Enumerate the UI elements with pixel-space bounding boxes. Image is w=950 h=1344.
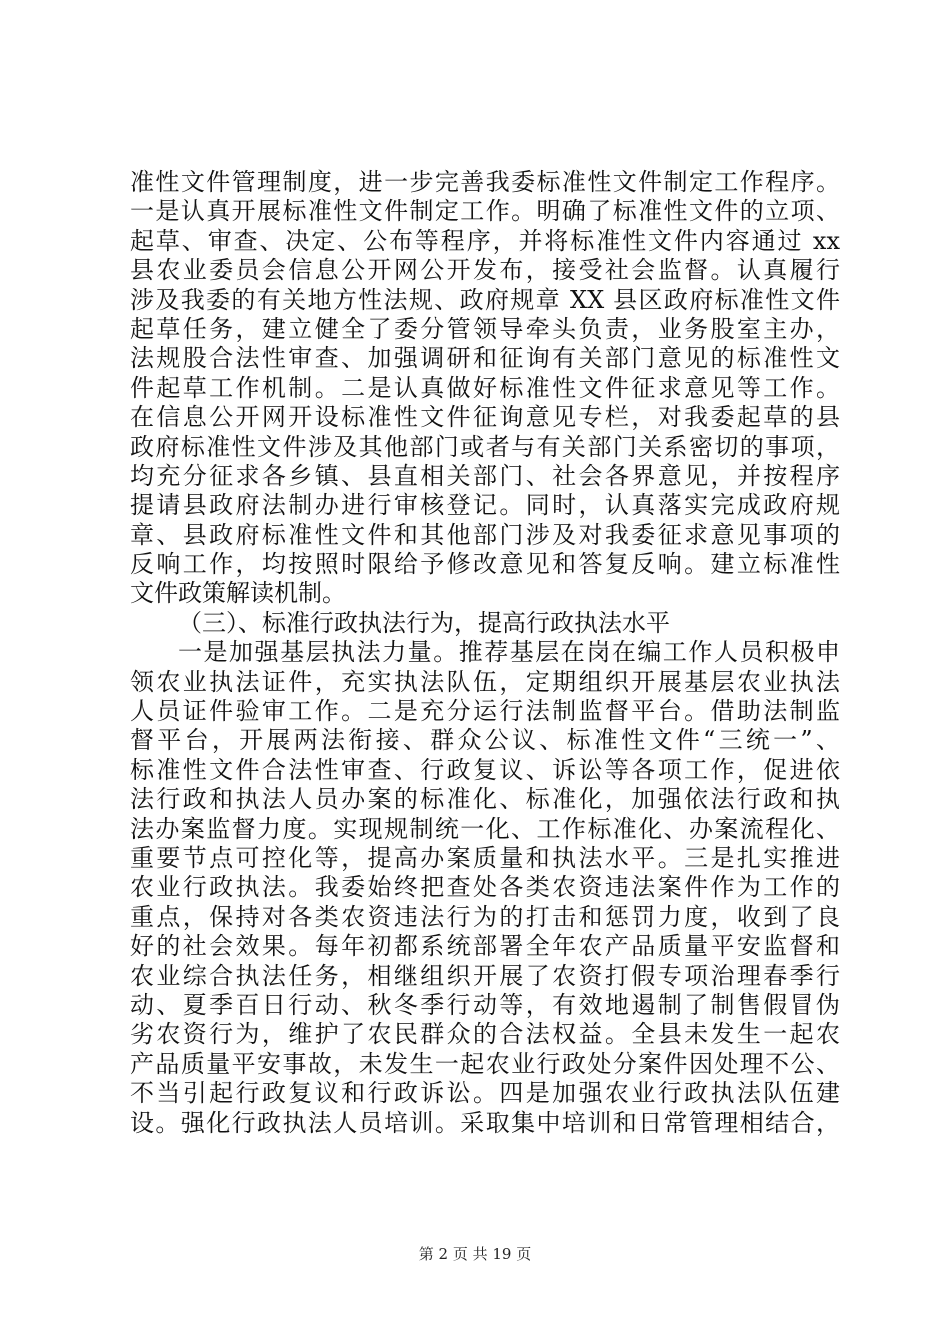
body-line: 重要节点可控化等，提高办案质量和执法水平。三是扎实推进	[130, 843, 840, 872]
page-number-footer: 第 2 页 共 19 页	[418, 1245, 532, 1263]
body-line: 起草、审查、决定、公布等程序，并将标准性文件内容通过 xx	[130, 226, 840, 255]
body-line: 动、夏季百日行动、秋冬季行动等，有效地遏制了制售假冒伪	[130, 990, 840, 1019]
body-line: 涉及我委的有关地方性法规、政府规章 XX 县区政府标准性文件	[130, 285, 840, 314]
body-line: 政府标准性文件涉及其他部门或者与有关部门关系密切的事项，	[130, 432, 840, 461]
body-line: 设。强化行政执法人员培训。采取集中培训和日常管理相结合，	[130, 1108, 840, 1137]
body-line: 法行政和执法人员办案的标准化、标准化，加强依法行政和执	[130, 785, 840, 814]
body-line: 起草任务，建立健全了委分管领导牵头负责，业务股室主办，	[130, 314, 840, 343]
body-line: 产品质量平安事故，未发生一起农业行政处分案件因处理不公、	[130, 1049, 840, 1078]
section-heading: （三）、标准行政执法行为，提高行政执法水平	[178, 608, 670, 637]
body-line: 章、县政府标准性文件和其他部门涉及对我委征求意见事项的	[130, 520, 840, 549]
body-line: 好的社会效果。每年初都系统部署全年农产品质量平安监督和	[130, 932, 840, 961]
body-line: 标准性文件合法性审查、行政复议、诉讼等各项工作，促进依	[130, 755, 840, 784]
body-line: 农业综合执法任务，相继组织开展了农资打假专项治理春季行	[130, 961, 840, 990]
body-line: 劣农资行为，维护了农民群众的合法权益。全县未发生一起农	[130, 1020, 840, 1049]
body-line: 件起草工作机制。二是认真做好标准性文件征求意见等工作。	[130, 373, 840, 402]
body-line: 一是认真开展标准性文件制定工作。明确了标准性文件的立项、	[130, 197, 840, 226]
body-line: 不当引起行政复议和行政诉讼。四是加强农业行政执法队伍建	[130, 1079, 840, 1108]
body-line: 法办案监督力度。实现规制统一化、工作标准化、办案流程化、	[130, 814, 840, 843]
body-line: 在信息公开网开设标准性文件征询意见专栏，对我委起草的县	[130, 403, 840, 432]
body-line: 县农业委员会信息公开网公开发布，接受社会监督。认真履行	[130, 256, 840, 285]
body-line: 准性文件管理制度，进一步完善我委标准性文件制定工作程序。	[130, 168, 840, 196]
body-line: 文件政策解读机制。	[130, 579, 346, 608]
body-line: 提请县政府法制办进行审核登记。同时，认真落实完成政府规	[130, 491, 840, 520]
body-line: 农业行政执法。我委始终把查处各类农资违法案件作为工作的	[130, 873, 840, 902]
body-line: 法规股合法性审查、加强调研和征询有关部门意见的标准性文	[130, 344, 840, 373]
body-line: 反响工作，均按照时限给予修改意见和答复反响。建立标准性	[130, 550, 840, 579]
body-line: 人员证件验审工作。二是充分运行法制监督平台。借助法制监	[130, 697, 840, 726]
body-line: 一是加强基层执法力量。推荐基层在岗在编工作人员积极申	[178, 638, 840, 667]
body-line: 重点，保持对各类农资违法行为的打击和惩罚力度，收到了良	[130, 902, 840, 931]
document-body	[130, 168, 840, 1138]
body-line: 均充分征求各乡镇、县直相关部门、社会各界意见，并按程序	[130, 461, 840, 490]
body-line: 领农业执法证件，充实执法队伍，定期组织开展基层农业执法	[130, 667, 840, 696]
body-line: 督平台，开展两法衔接、群众公议、标准性文件“三统一”、	[130, 726, 840, 755]
